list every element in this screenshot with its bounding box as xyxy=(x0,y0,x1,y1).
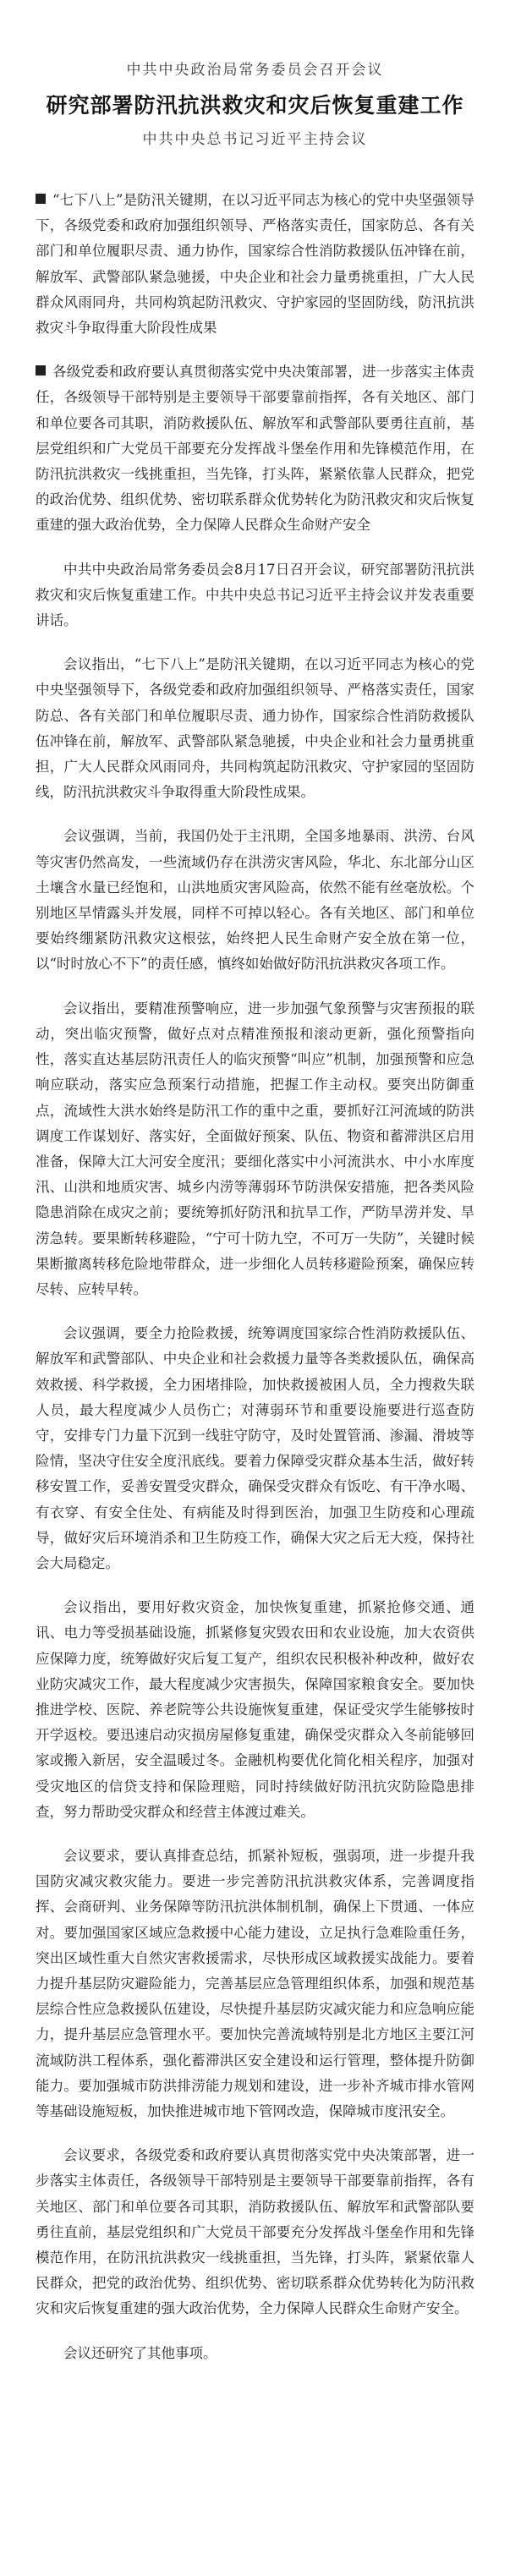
article-header xyxy=(36,59,474,151)
body-paragraph: 会议强调，当前，我国仍处于主汛期，全国多地暴雨、洪涝、台风等灾害仍然高发，一些流域仍存在洪涝灾害风险，华北、东北部分山区土壤含水量已经饱和，山洪地质灾害风险高，依然不能有丝毫放松。个别地区旱情露头并发展，同样不可掉以轻心。各有关地区、部门和单位要始终绷紧防汛救灾这根弦，始终把人民生命财产安全放在第一位，以“时时放心不下”的责任感，慎终如始做好防汛抗洪救灾各项工作。 xyxy=(36,828,474,973)
body-paragraph: 会议指出，要用好救灾资金，加快恢复重建，抓紧抢修交通、通讯、电力等受损基础设施，抓紧修复灾毁农田和农业设施，加大农资供应保障力度，统筹做好灾后复工复产，组织农民积极补种改种，做好农业防灾减灾工作，最大程度减少灾害损失，保障国家粮食安全。要加快推进学校、医院、养老院等公共设施恢复重建，保证受灾学生能够按时开学返校。要迅速启动灾损房屋修复重建，确保受灾群众入冬前能够回家或搬入新居，安全温暖过冬。金融机构要优化简化相关程序，加强对受灾地区的信贷支持和保险理赔，同时持续做好防汛抗灾防险隐患排查，努力帮助受灾群众和经营主体渡过难关。 xyxy=(36,1599,474,1820)
body-paragraph: 会议要求，各级党委和政府要认真贯彻落实党中央决策部署，进一步落实主体责任，各级领导干部特别是主要领导干部要靠前指挥，各有关地区、部门和单位要各司其职，消防救援队伍、解放军和武警部队要勇往直前，基层党组织和广大党员干部要充分发挥战斗堡垒作用和先锋模范作用，在防汛抗洪救灾一线挑重担，当先锋，打头阵，紧紧依靠人民群众，把党的政治优势、组织优势、密切联系群众优势转化为防汛救灾和灾后恢复重建的强大政治优势，全力保障人民群众生命财产安全。 xyxy=(36,2147,474,2317)
article-kicker: 中共中央政治局常务委员会召开会议 xyxy=(126,62,384,79)
article-headline: 研究部署防汛抗洪救灾和灾后恢复重建工作 xyxy=(46,93,464,118)
body-paragraph: 会议要求，要认真排查总结，抓紧补短板，强弱项，进一步提升我国防灾减灾救灾能力。要进一步完善防汛抗洪救灾体系，完善调度指挥、会商研判、业务保障等防汛抗洪体制机制，确保上下贯通、一体应对。要加强国家区域应急救援中心能力建设，立足执行急难险重任务，突出区域性重大自然灾害救援需求，尽快形成区域救援实战能力。要着力提升基层防灾避险能力，完善基层应急管理组织体系，加强和规范基层综合性应急救援队伍建设，尽快提升基层防灾减灾能力和应急响应能力，提升基层应急管理水平。要加快完善流域特别是北方地区主要江河流域防洪工程体系，强化蓄滞洪区安全建设和运行管理，整体提升防御能力。要加强城市防洪排涝能力规划和建设，进一步补齐城市排水管网等基础设施短板，加快推进城市地下管网改造，保障城市度汛安全。 xyxy=(36,1847,474,2120)
article-subhead: 中共中央总书记习近平主持会议 xyxy=(142,131,368,148)
lead-text: 各级党委和政府要认真贯彻落实党中央决策部署，进一步落实主体责任，各级领导干部特别是主要领导干部要靠前指挥，各有关地区、部门和单位要各司其职，消防救援队伍、解放军和武警部队要勇往直前，基层党组织和广大党员干部要充分发挥战斗堡垒作用和先锋模范作用，在防汛抗洪救灾一线挑重担，当先锋，打头阵，紧紧依靠人民群众，把党的政治优势、组织优势、密切联系群众优势转化为防汛救灾和灾后恢复重建的强大政治优势，全力保障人民群众生命财产安全 xyxy=(36,364,474,534)
body-paragraph: 中共中央政治局常务委员会8月17日召开会议，研究部署防汛抗洪救灾和灾后恢复重建工作。中共中央总书记习近平主持会议并发表重要讲话。 xyxy=(36,561,474,629)
body-paragraph: 会议指出，“七下八上”是防汛关键期，在以习近平同志为核心的党中央坚强领导下，各级党委和政府加强组织领导、严格落实责任，国家防总、各有关部门和单位履职尽责、通力协作，国家综合性消防救援队伍冲锋在前，解放军、武警部队紧急驰援，中央企业和社会力量勇挑重担，广大人民群众风雨同舟，共同构筑起防汛救灾、守护家园的坚固防线，防汛抗洪救灾斗争取得重大阶段性成果。 xyxy=(36,656,474,801)
square-bullet-icon xyxy=(36,365,46,375)
lead-text: “七下八上”是防汛关键期，在以习近平同志为核心的党中央坚强领导下，各级党委和政府加强组织领导、严格落实责任，国家防总、各有关部门和单位履职尽责、通力协作，国家综合性消防救援队伍冲锋在前，解放军、武警部队紧急驰援，中央企业和社会力量勇挑重担，广大人民群众风雨同舟，共同构筑起防汛救灾、守护家园的坚固防线，防汛抗洪救灾斗争取得重大阶段性成果 xyxy=(36,192,474,337)
lead-paragraph xyxy=(36,359,474,538)
body-paragraph: 会议还研究了其他事项。 xyxy=(63,2344,217,2361)
article-body xyxy=(36,188,474,2366)
lead-paragraph xyxy=(36,188,474,341)
square-bullet-icon xyxy=(36,194,46,204)
body-paragraph: 会议指出，要精准预警响应，进一步加强气象预警与灾害预报的联动，突出临灾预警，做好点对点精准预报和滚动更新，强化预警指向性，落实直达基层防汛责任人的临灾预警“叫应”机制，加强预警和应急响应联动，落实应急预案行动措施，把握工作主动权。要突出防御重点，流域性大洪水始终是防汛工作的重中之重，要抓好江河流域的防洪调度工作谋划好、落实好，全面做好预案、队伍、物资和蓄滞洪区启用准备，保障大江大河安全度汛；要细化落实中小河流洪水、中小水库度汛、山洪和地质灾害、城乡内涝等薄弱环节防洪保安措施，把各类风险隐患消除在成灾之前；要统筹抓好防汛和抗旱工作，严防旱涝并发、旱涝急转。要果断转移避险，“宁可十防九空，不可万一失防”，关键时候果断撤离转移危险地带群众，进一步细化人员转移避险预案，确保应转尽转、应转早转。 xyxy=(36,1000,474,1297)
body-paragraph: 会议强调，要全力抢险救援，统筹调度国家综合性消防救援队伍、解放军和武警部队、中央企业和社会救援力量等各类救援队伍，确保高效救援、科学救援，全力困堵排险，加快救援被困人员，全力搜救失联人员，最大程度减少人员伤亡；对薄弱环节和重要设施要进行巡查防守，安排专门力量下沉到一线驻守防守，及时处置管涌、渗漏、滑坡等险情，坚决守住安全度汛底线。要着力保障受灾群众基本生活，做好转移安置工作，妥善安置受灾群众，确保受灾群众有饭吃、有干净水喝、有衣穿、有安全住处、有病能及时得到医治，加强卫生防疫和心理疏导，做好灾后环境消杀和卫生防疫工作，确保大灾之后无大疫，保持社会大局稳定。 xyxy=(36,1325,474,1571)
